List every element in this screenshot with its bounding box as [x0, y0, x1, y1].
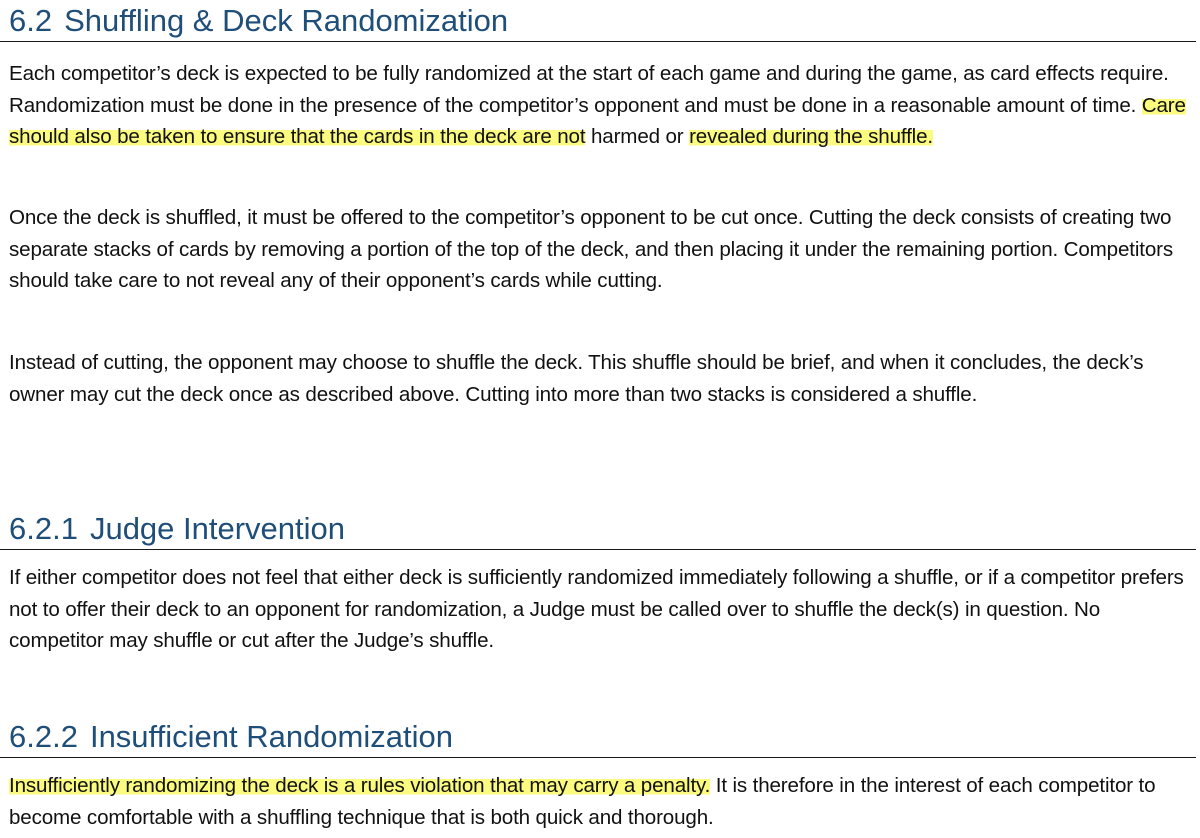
subsection-number: 6.2.1 — [9, 511, 78, 546]
paragraph-judge-intervention: If either competitor does not feel that either deck is sufficiently randomized immediately following a shuffle, or if a competitor prefers not to offer their deck to an opponent for randomization, a Judge must be called over to shuffle the deck(s) in question. No competitor may shuffle or cut after the Judge’s shuffle. — [9, 566, 1184, 653]
section-heading — [0, 1, 1196, 41]
subsection-heading-block — [0, 509, 1196, 550]
subsection-number: 6.2.2 — [9, 719, 78, 754]
paragraph-text: It is therefore in the interest of each competitor to become comfortable with a shuffling technique that is both quick and thorough. — [9, 774, 1156, 829]
paragraph-opponent-shuffle: Instead of cutting, the opponent may choose to shuffle the deck. This shuffle should be brief, and when it concludes, the deck’s owner may cut the deck once as described above. Cutting into more than two stacks is considered a shuffle. — [9, 351, 1144, 406]
paragraph-insufficient-randomization — [9, 770, 1191, 833]
subsection-heading-block — [0, 717, 1196, 758]
subsection-heading-insufficient — [0, 717, 1196, 757]
section-heading-block — [0, 1, 1196, 42]
section-number: 6.2 — [9, 3, 53, 38]
section-title: Shuffling & Deck Randomization — [64, 3, 509, 38]
paragraph-text: harmed or — [585, 125, 690, 149]
subsection-title: Insufficient Randomization — [89, 719, 453, 754]
highlighted-text: Insufficiently randomizing the deck is a rules violation that may carry a penalty. — [9, 774, 711, 797]
paragraph-text: Each competitor’s deck is expected to be fully randomized at the start of each game and during the game, as card effects require. Randomization must be done in the presence of the competitor’s opponent and must be done in a reasonable amount of time. — [9, 62, 1169, 117]
paragraph-randomization — [9, 58, 1191, 153]
subsection-heading-judge — [0, 509, 1196, 549]
paragraph-cutting: Once the deck is shuffled, it must be offered to the competitor’s opponent to be cut once. Cutting the deck consists of creating two separate stacks of cards by removing a portion of the top of the deck, and then placing it under the remaining portion. Competitors should take care to not reveal any of their opponent’s cards while cutting. — [9, 206, 1174, 293]
highlighted-text: revealed during the shuffle. — [689, 125, 933, 149]
subsection-title: Judge Intervention — [89, 511, 346, 546]
highlighted-text: Care should also be taken to ensure that the cards in the deck are not — [9, 93, 1186, 149]
